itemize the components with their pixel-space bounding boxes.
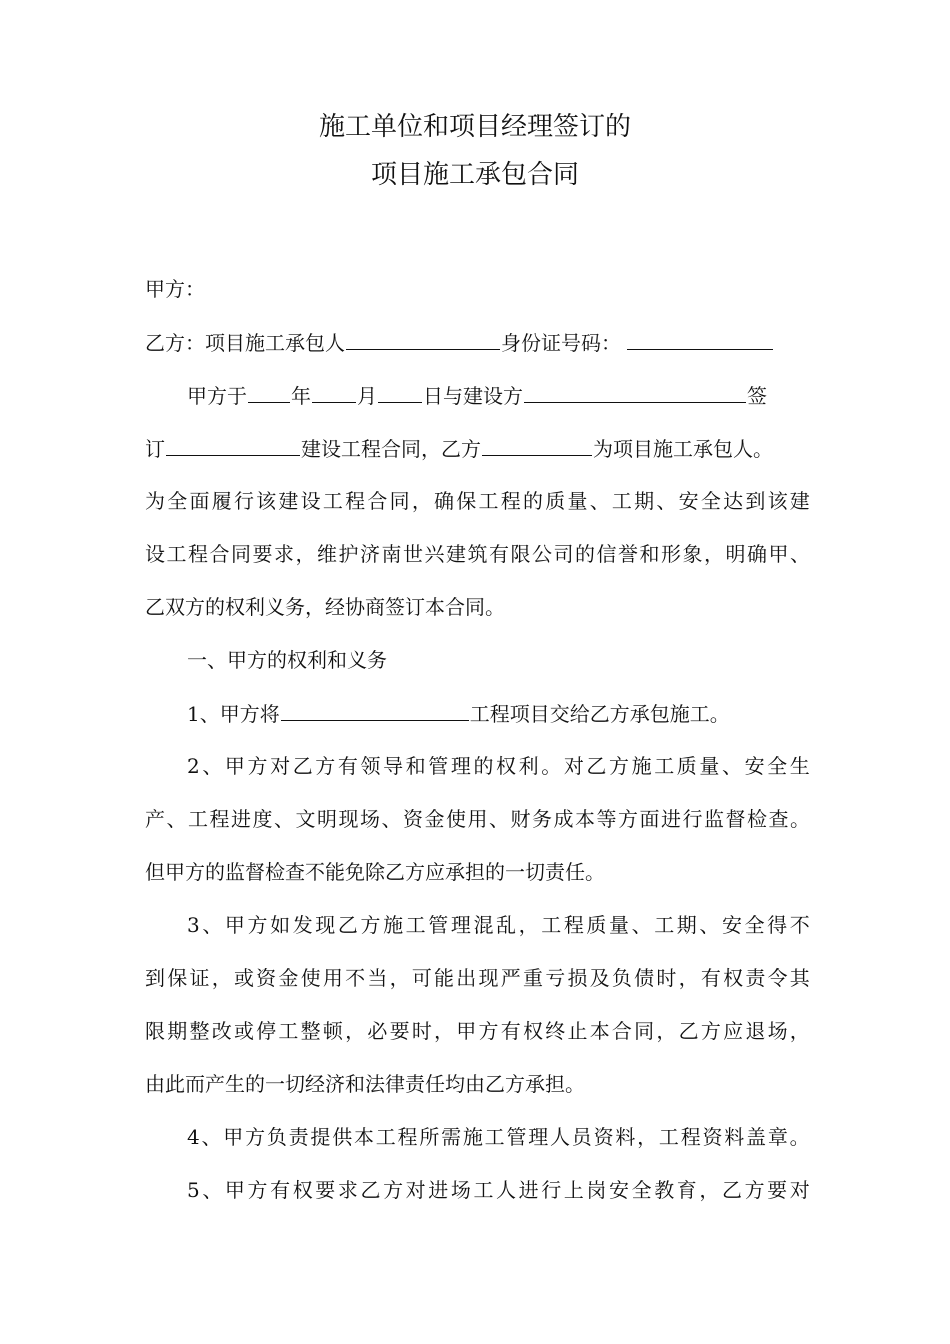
contractor-blank-2 [482, 433, 592, 456]
intro-line-1 [145, 380, 810, 411]
section1-heading: 一、甲方的权利和义务 [187, 648, 387, 672]
document-title-line2: 项目施工承包合同 [370, 160, 579, 190]
id-number-label: 身份证号码： [501, 331, 621, 355]
item3-line-3: 限 期 整 改 或 停 工 整 顿 ， 必 要 时 ， 甲 方 有 权 终 止 本 合 同 ， 乙 方 应 退 场 ， [145, 1019, 810, 1043]
item2-line-1: 2 、 甲 方 对 乙 方 有 领 导 和 管 理 的 权 利 。 对 乙 方 施 工 质 量 、 安 全 生 [187, 754, 810, 778]
item2-line-3: 但 甲 方 的 监 督 检 查 不 能 免 除 乙 方 应 承 担 的 一 切 责 任 。 [145, 860, 605, 884]
intro-line-5: 乙 双 方 的 权 利 义 务 ， 经 协 商 签 订 本 合 同 。 [145, 595, 505, 619]
id-number-blank [627, 327, 773, 350]
item5-line-1: 5 、 甲 方 有 权 要 求 乙 方 对 进 场 工 人 进 行 上 岗 安 全 教 育 ， 乙 方 要 对 [187, 1178, 810, 1202]
party-b-label: 乙方：项目施工承包人 [145, 331, 345, 355]
item1-suffix: 工程项目交给乙方承包施工。 [469, 702, 730, 726]
contractor-name-blank [346, 327, 500, 350]
client-blank [524, 380, 746, 403]
item2-line-2: 产 、 工 程 进 度 、 文 明 现 场 、 资 金 使 用 、 财 务 成 本 等 方 面 进 行 监 督 检 查 。 [145, 807, 810, 831]
party-a-line [145, 274, 810, 304]
month-blank [312, 380, 356, 403]
item4-line: 4 、 甲 方 负 责 提 供 本 工 程 所 需 施 工 管 理 人 员 资 料 ， 工 程 资 料 盖 章 。 [187, 1125, 810, 1149]
year-blank [248, 380, 290, 403]
item3-line-2: 到 保 证 ， 或 资 金 使 用 不 当 ， 可 能 出 现 严 重 亏 损 及 负 债 时 ， 有 权 责 令 其 [145, 966, 810, 990]
intro-line-3: 为 全 面 履 行 该 建 设 工 程 合 同 ， 确 保 工 程 的 质 量 、 工 期 、 安 全 达 到 该 建 [145, 489, 810, 513]
item1-line [145, 698, 810, 729]
document-title-line1: 施工单位和项目经理签订的 [318, 112, 631, 142]
role-text: 为项目施工承包人。 [593, 437, 773, 461]
month-label: 月 [357, 384, 377, 408]
day-blank [378, 380, 422, 403]
party-a-label: 甲方： [145, 277, 205, 301]
day-label: 日与建设方 [423, 384, 523, 408]
item3-line-1: 3 、 甲 方 如 发 现 乙 方 施 工 管 理 混 乱 ， 工 程 质 量 、 工 期 、 安 全 得 不 [187, 913, 810, 937]
intro-text-date-prefix: 甲方于 [187, 384, 247, 408]
party-b-line [145, 327, 810, 358]
ding-char: 订 [145, 437, 165, 461]
contract-name-blank [166, 433, 300, 456]
project-name-blank [281, 698, 469, 721]
contract-text: 建设工程合同，乙方 [301, 437, 481, 461]
intro-line-2 [145, 433, 810, 464]
sign-char: 签 [747, 384, 767, 408]
year-label: 年 [291, 384, 311, 408]
intro-line-4: 设 工 程 合 同 要 求 ， 维 护 济 南 世 兴 建 筑 有 限 公 司 的 信 誉 和 形 象 ， 明 确 甲 、 [145, 542, 810, 566]
item3-line-4: 由 此 而 产 生 的 一 切 经 济 和 法 律 责 任 均 由 乙 方 承 担 。 [145, 1072, 585, 1096]
item1-prefix: 1、甲方将 [187, 702, 280, 726]
